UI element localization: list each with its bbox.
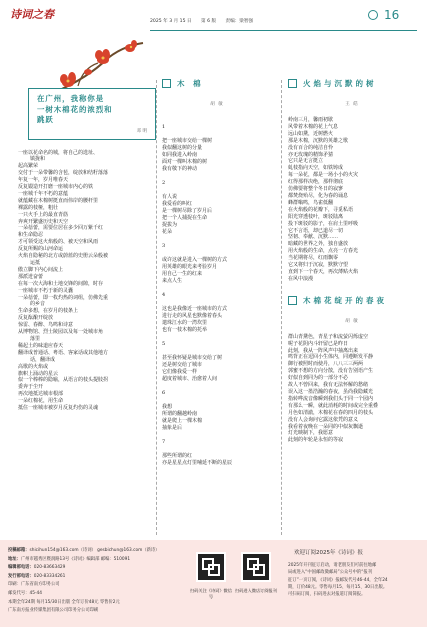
poem-line: 反复所赐的山河命运 <box>18 246 64 253</box>
poem-line: 镇拢和 <box>30 156 46 163</box>
poem-line: 交付于一朵带馨的含苞，绽放和结籽落落 <box>18 170 109 177</box>
poem-line: 有人说 <box>162 194 178 200</box>
poem-line <box>162 383 276 390</box>
poem-line: 灯光映制下，我愿意 <box>288 430 334 437</box>
poem-line: 反复锻造开打磨一座城市内心的铁 <box>18 184 94 191</box>
poem-line <box>162 446 276 453</box>
poem-line: 我想 <box>162 404 173 410</box>
footer-row-value: 印刷：广东省南方印务公司 <box>8 582 60 588</box>
footer-row <box>8 564 168 573</box>
poem-line: 我看着夜晚在一朵同的中似灰飘逝 <box>288 423 364 430</box>
footer-row <box>8 573 168 582</box>
poem-line: 它又将归于沉寂，默默守望 <box>288 262 349 269</box>
poem-line: 此刻的年轮是永恒的等寂 <box>288 437 344 444</box>
poem-line: 好似自到同为的一部分不必 <box>288 375 349 382</box>
poem-line <box>162 173 276 180</box>
poem-line <box>162 397 276 404</box>
qr2-caption: 扫码进入微店订阅报刊 <box>235 588 277 593</box>
qr1-caption: 扫码关注《诗词》微信号 <box>190 588 232 599</box>
header-rule <box>150 30 417 31</box>
poem-line: 郭蜜不想的方向分散，没有告别语产生 <box>288 368 374 375</box>
poem4-body <box>284 334 420 445</box>
footer-row-value: 广东南方报业传媒集团有限公司印务分公司印刷 <box>8 608 99 614</box>
footer-row-label: 地址： <box>8 556 21 562</box>
page-header <box>0 0 427 40</box>
poem1-author: 邓 明 <box>136 128 147 134</box>
poem-line: 蜂群嗡鸣，鸟雀低翻 <box>288 199 334 206</box>
poem-line: 话，翻译成 <box>30 356 56 363</box>
poem-line: 似一个棒棒的隐喻，从语言的枝头提肢拐 <box>18 377 109 384</box>
footer-row-label: 投稿邮箱： <box>8 548 30 553</box>
poem-line: 投下斑驳的影子，在肩土里呼吸 <box>288 220 359 227</box>
poem-column-middle <box>158 78 276 467</box>
poem-line: 每一朵花，都是一场小小的火灾 <box>288 172 359 179</box>
poem-line: 故人不曾回来，我有无法怀解的愁绪 <box>288 382 369 389</box>
footer-info <box>8 547 168 616</box>
poem-line: 都焚烧殆尽，化为春的诵息 <box>288 192 349 199</box>
poem1-title-line: 跳跃 <box>37 115 54 124</box>
poem3-author: 王 皓 <box>345 102 359 107</box>
poem-line: 遣珠江水的一湾坎里 <box>162 320 208 326</box>
poem4-title: 木棉花绽开的春夜 <box>288 295 420 306</box>
editor: 责编：梁智强 <box>225 19 254 24</box>
poem-line: 委奔于尘开 <box>18 384 44 391</box>
poem-line: 那些所谓的红 <box>162 453 193 459</box>
poem-line: 才可领受这火焰般的、被天空和风雨 <box>18 239 99 246</box>
poem-line: 群山青黛色，青星子和流萤闪烁虚空 <box>288 333 369 340</box>
footer-row-value: 020-83334261 <box>33 573 66 579</box>
subscribe-line: 局或进入“中国邮政微邮局”公众号中的“报刊 <box>288 570 373 576</box>
poem-line: 惊雷、春醉、鸟鸣和诗意 <box>18 322 74 329</box>
footer-row <box>8 599 168 608</box>
poem-line: 抵住一座城市被岁月反复灼伤的灵魂 <box>18 405 99 412</box>
poem-line: 和生命隐忍 <box>18 232 44 239</box>
footer-row-value: 广州市越秀区暨润路13号《诗词》编辑部 邮编：510091 <box>20 556 131 562</box>
poem-line: 抽象是后 <box>162 425 183 431</box>
poem-line: 起高繁荣 <box>18 163 39 170</box>
square-icon <box>162 79 171 88</box>
poem-line: 就是爬上一棵木棉 <box>162 418 203 424</box>
subscribe-line: 2025年开刊征订启动，请老朋友们可前往地邮 <box>288 563 377 568</box>
poem2-author: 胡 敏 <box>210 102 224 107</box>
poem-line: 也有一枝木棉的托举 <box>162 327 208 333</box>
poem-line: 一朵蓓蕾，即一枚灼热的词组，仿佛先重 <box>18 294 109 301</box>
poem-line: 4 <box>162 292 166 298</box>
poem-line: 坚韧、奉献、沉默…… <box>288 234 339 241</box>
poem-line: 火焰自隐秘的北方或蔚蓝的史册云朵般被 <box>18 253 109 260</box>
subscribe-text <box>288 562 420 598</box>
footer-row <box>8 590 168 599</box>
wechat-qr-code[interactable] <box>196 552 226 582</box>
poem-line: 月色如清澈，木棉花在春的四月的枝头 <box>288 409 374 416</box>
poem-column-left <box>8 88 156 412</box>
poem-line: 从博物馆、烈士陵园以及每一处城市角 <box>18 329 104 336</box>
masthead: 诗词之春 <box>10 8 54 21</box>
poem-line: 翻译成普通话、粤语、客家话或其他地方 <box>18 349 109 356</box>
poem-line: 进行走的风星也默像着春头 <box>162 313 223 319</box>
poem-line: 直到下一个春天，再次薄贴火焰 <box>288 268 359 275</box>
poem-line: 落里 <box>30 335 41 342</box>
poem-line: 是一棵树尽除了岁月后 <box>162 208 213 214</box>
poem-line: 一朵红棉花，用生命 <box>18 398 64 405</box>
poem-line: 6 <box>162 390 166 396</box>
page-number: 16 <box>368 8 399 22</box>
poem-line: 我有敬下的神动 <box>162 166 198 172</box>
poem-line: 亦无玫瑰的精饰矛猜 <box>288 151 334 158</box>
footer-row <box>8 547 168 556</box>
poem2-body <box>158 117 276 467</box>
poem-line: 它们像我爱一样 <box>162 369 198 375</box>
poem-line: 运抵 <box>30 260 41 266</box>
poem-line: 岭南三月，馨雨初歇 <box>288 117 334 123</box>
poem-line <box>162 348 276 355</box>
circle-icon <box>368 10 378 20</box>
poem1-title-box <box>28 88 156 140</box>
poem-line: 有那么一瞬，就此消耗的时间或完全重叠 <box>288 402 379 409</box>
footer-row <box>8 581 168 590</box>
poem-line <box>162 334 276 341</box>
poem-line: 所谓的翻越岭南 <box>162 411 198 417</box>
poem-line: 指转哗流音像瞬到我们头于同一个园内 <box>288 395 374 402</box>
poem-line: 在风中浪漫 <box>288 275 314 282</box>
poem-line: 把一座城市交给一棵树 <box>162 138 213 144</box>
poem-line: 我似翻这树的分量 <box>162 145 203 151</box>
poem-line: 高歌的火焰或 <box>18 363 49 370</box>
poem-line: 3 <box>162 243 166 249</box>
poem-line: 一朵蓓蕾，需要位居在多少回万紫千红 <box>18 225 104 232</box>
poem-line: 呢子花阴内斗轩留已是昨日 <box>288 340 349 347</box>
poem-line: 御行被照时而使丹，八八三三两两 <box>288 361 364 368</box>
poem-line <box>162 285 276 292</box>
poem-line: 裸露的枝桠，粗壮 <box>18 204 59 211</box>
poem-line: 捉拔为 <box>162 222 178 228</box>
square-icon <box>288 79 297 88</box>
poem-line: 花朵 <box>162 229 173 235</box>
poem-line: 风带着木棉的花上气息 <box>288 123 339 130</box>
poem-line: 误入这一墨浩瀚的春夜，虽尚我隐藏光 <box>288 389 374 395</box>
poem-line: 1 <box>162 124 166 130</box>
poem-line: 用英雄的眼光来考验岁月 <box>162 264 218 270</box>
footer-row <box>8 556 168 565</box>
poem-line: 把一个人捕捉在生命 <box>162 215 208 221</box>
poem-line: 奔爽开繁盛历史和天空 <box>18 218 69 225</box>
poem-column-right <box>284 78 420 444</box>
poem-line: 用火焰般的生命，点亮一方春光 <box>288 248 359 255</box>
poem-line: 一座城千年不朽的意蕴 <box>18 190 69 197</box>
poem1-body <box>8 150 156 412</box>
poem-line: 远山如黛，近树燃火 <box>288 130 334 137</box>
poem-line: 2 <box>162 180 166 186</box>
column-divider <box>281 80 282 535</box>
poem-line: 稀起土的味道应春天 <box>18 342 64 349</box>
poem-line: 一座城市不朽于新的灵囊 <box>18 287 74 294</box>
poem-line: 它不言语，却已道尽一切 <box>288 227 344 234</box>
poem-line: 暗藏的世界之外，独自盛放 <box>288 241 349 248</box>
poem-line <box>162 236 276 243</box>
issue-date: 2025 年 3 月 15 日 <box>150 19 192 24</box>
poem-line: 鸣背正在逗回小生体内，同遵断发平静 <box>288 354 374 361</box>
poem-line: 亦是星星点灯里哺延不断的星辰 <box>162 460 233 466</box>
poem-line: 就蕴藏在木棉树挺直而伟岸的腰杆里 <box>18 197 99 204</box>
poem-line: 红得那样决绝，那样彻底 <box>288 179 344 186</box>
poem-line: 的乡音 <box>30 301 46 308</box>
footer-row-value: 邮发代号：45-44 <box>8 590 42 596</box>
poem-line: 5 <box>162 341 166 347</box>
poem3-title: 火焰与沉默的树 <box>288 78 420 89</box>
shop-qr-code[interactable] <box>241 552 271 582</box>
poem-line: 旗帜上涌动的星云 <box>18 370 59 377</box>
poem-line: 阳光穿透枝叶，斑驳陆离 <box>288 213 344 220</box>
poem-line: 仿佛要将整个冬日的寂寥 <box>288 186 344 193</box>
square-icon <box>288 296 297 305</box>
subscribe-line: 可扫码订阅，扫码进去对报道订阅简报。 <box>288 592 366 598</box>
poem-line: 那派迸奋蕾 <box>18 273 44 280</box>
poem-line: 甚至我怀疑是城市交给了树 <box>162 355 223 361</box>
edition: 第 6 版 <box>201 19 217 24</box>
poem1-title-line: 在广州，我称你是 <box>37 94 105 103</box>
poem-line: 再次地抵达城市根部 <box>18 391 64 398</box>
poem-line: 还是树交给了城市 <box>162 362 203 368</box>
poem-line: 此刻，我从一阵风声中抽离出来 <box>288 347 359 354</box>
poem-line: 如同我进入岭南 <box>162 152 198 158</box>
poem4-author: 胡 敏 <box>345 318 359 324</box>
header-meta <box>150 18 261 24</box>
poem-line <box>162 131 276 138</box>
poem-line: 傲立脚下内心间流上 <box>18 266 64 273</box>
poem-line: 或许这就是进入一棵树的方式 <box>162 257 228 263</box>
footer-row-label: 发行部电话： <box>8 573 34 579</box>
footer-row-value: 020-83663429 <box>33 565 66 571</box>
poem-line <box>162 187 276 194</box>
poem-line: 用自己一生的红来 <box>162 271 203 277</box>
column-divider <box>156 80 157 535</box>
poem2-title: 木 棉 <box>162 78 276 89</box>
poem-line: 在每一次大海和土地交锋的间隙，时存 <box>18 280 104 287</box>
poem-line <box>162 432 276 439</box>
poem-line: 一座以花命名的城，将自己的选址、 <box>18 149 99 156</box>
poem-line <box>162 299 276 306</box>
footer-row-label: 编辑部电话： <box>8 565 34 571</box>
subscribe-line: 征订”一页订阅，《诗词》报邮发代号46-44，全年24 <box>288 577 388 583</box>
poem-line: 一只火手上的最直青筋 <box>18 211 69 218</box>
poem-line: 当花期将尽，红雨飘零 <box>288 255 339 262</box>
poem-line: 反复酝酿开绽放 <box>18 315 54 322</box>
poem-line <box>162 250 276 257</box>
poem-line: 这也是我像近一座城市的方式 <box>162 306 228 312</box>
poem-line: 没有人会询问它露这依凭的意义 <box>288 416 359 423</box>
poem-line: 年复一年，岁月唯春天 <box>18 177 69 184</box>
poem-line: 来点人生 <box>162 278 183 284</box>
poem-line: 面对一棵叫木棉的树 <box>162 159 208 165</box>
subscribe-line: 期，订价48元。零售每月15、每月15、30日出版。 <box>288 584 388 590</box>
poem-line: 虬枝指向天空，如铁铸成 <box>288 165 344 172</box>
footer-row-value: 本期全年24期 每月15/30日出版 全年订价48元 零售价2元 <box>8 599 120 605</box>
poem-line: 超度着城市、治愈着人间 <box>162 376 218 382</box>
footer-row-value: shicihun154@163.com（诗词） gesbichun@163.com（新诗） <box>29 548 160 553</box>
poem-line: 7 <box>162 439 166 445</box>
poem-line: 我爱看的叫红 <box>162 201 193 207</box>
poem-line: 那是木棉，沉默的英雄之歌 <box>288 137 349 144</box>
poem-line: 没有百合的纯洁自怜 <box>288 144 334 151</box>
subscribe-title: 欢迎订阅2025年《诗词》报 <box>294 550 363 556</box>
poem-line <box>162 117 276 124</box>
poem1-title-line: 一树木棉花的浓烈和 <box>37 104 113 114</box>
footer-row <box>8 607 168 616</box>
poem-line: 它只是无言挺立 <box>288 158 324 165</box>
poem-line: 在火焰般的花瓣下，寻觅私语 <box>288 206 354 213</box>
poem-line: 生命多想，在岁月的枝条上 <box>18 308 79 315</box>
poem3-body <box>284 117 420 283</box>
